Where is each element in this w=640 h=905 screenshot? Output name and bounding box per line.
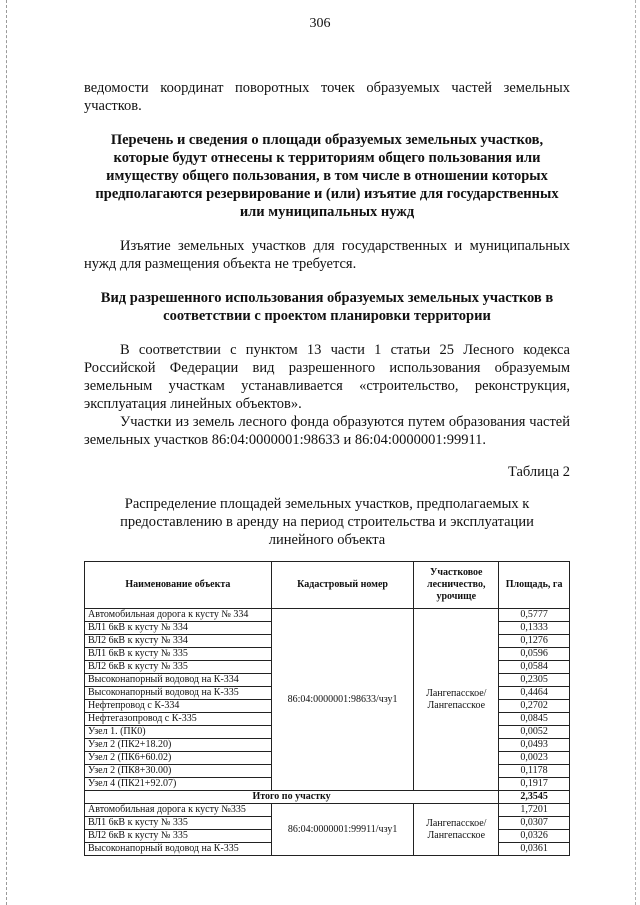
area-cell: 0,0307 <box>499 817 570 830</box>
area-cell: 0,1276 <box>499 635 570 648</box>
object-name-cell: Узел 1. (ПК0) <box>85 726 272 739</box>
object-name-cell: Нефтепровод с К-334 <box>85 700 272 713</box>
scan-edge-right <box>635 0 637 905</box>
heading-land-list: Перечень и сведения о площади образуемых земельных участков, которые будут отнесены к территориям общего пользования или имуществу общего пользования, в том числе в отношении которых предполагаются резервирование и (или) изъятие для государственных или муниципальных нужд <box>95 132 559 220</box>
total-row <box>85 791 570 804</box>
area-cell: 0,0052 <box>499 726 570 739</box>
forestry-cell: Лангепасское/ Лангепасское <box>414 609 499 791</box>
table-row <box>85 609 570 622</box>
area-cell: 0,0023 <box>499 752 570 765</box>
area-cell: 0,1333 <box>499 622 570 635</box>
heading-permitted-use: Вид разрешенного использования образуемых земельных участков в соответствии с проектом планировки территории <box>100 290 554 324</box>
object-name-cell: Узел 2 (ПК2+18.20) <box>85 739 272 752</box>
area-cell: 0,0326 <box>499 830 570 843</box>
document-body <box>84 79 570 856</box>
object-name-cell: Высоконапорный водовод на К-334 <box>85 674 272 687</box>
table-header-row <box>85 562 570 609</box>
cadastral-number-cell: 86:04:0000001:98633/чзу1 <box>271 609 414 791</box>
total-label: Итого по участку <box>85 791 499 804</box>
object-name-cell: Узел 2 (ПК6+60.02) <box>85 752 272 765</box>
object-name-cell: Автомобильная дорога к кусту №335 <box>85 804 272 817</box>
area-cell: 0,0361 <box>499 843 570 856</box>
intro-paragraph: ведомости координат поворотных точек образуемых частей земельных участков. <box>84 80 570 114</box>
object-name-cell: Узел 2 (ПК8+30.00) <box>85 765 272 778</box>
area-cell: 0,5777 <box>499 609 570 622</box>
header-forestry: Участковое лесничество, урочище <box>414 562 499 609</box>
page-number: 306 <box>309 16 331 31</box>
area-cell: 0,2305 <box>499 674 570 687</box>
paragraph-forest-code: В соответствии с пунктом 13 части 1 статьи 25 Лесного кодекса Российской Федерации вид разрешенного использования образуемым земельным участкам устанавливается «строительство, реконструкция, эксплуатация линейных объектов». <box>84 342 570 412</box>
area-cell: 0,2702 <box>499 700 570 713</box>
object-name-cell: Высоконапорный водовод на К-335 <box>85 687 272 700</box>
table-total <box>85 791 570 804</box>
area-cell: 0,1178 <box>499 765 570 778</box>
area-cell: 1,7201 <box>499 804 570 817</box>
object-name-cell: Нефтегазопровод с К-335 <box>85 713 272 726</box>
header-object-name: Наименование объекта <box>85 562 272 609</box>
table-body-group1 <box>85 609 570 791</box>
object-name-cell: ВЛ1 6кВ к кусту № 335 <box>85 648 272 661</box>
object-name-cell: Узел 4 (ПК21+92.07) <box>85 778 272 791</box>
header-area: Площадь, га <box>499 562 570 609</box>
object-name-cell: Высоконапорный водовод на К-335 <box>85 843 272 856</box>
forestry-cell: Лангепасское/ Лангепасское <box>414 804 499 856</box>
area-cell: 0,0584 <box>499 661 570 674</box>
object-name-cell: ВЛ1 6кВ к кусту № 335 <box>85 817 272 830</box>
area-cell: 0,1917 <box>499 778 570 791</box>
area-cell: 0,0596 <box>499 648 570 661</box>
total-area: 2,3545 <box>499 791 570 804</box>
area-cell: 0,4464 <box>499 687 570 700</box>
object-name-cell: ВЛ1 6кВ к кусту № 334 <box>85 622 272 635</box>
land-area-table <box>84 561 570 856</box>
object-name-cell: ВЛ2 6кВ к кусту № 334 <box>85 635 272 648</box>
object-name-cell: Автомобильная дорога к кусту № 334 <box>85 609 272 622</box>
header-cadastral-number: Кадастровый номер <box>271 562 414 609</box>
table-title: Распределение площадей земельных участков, предполагаемых к предоставлению в аренду на период строительства и эксплуатации линейного объекта <box>120 496 534 548</box>
paragraph-seizure: Изъятие земельных участков для государственных и муниципальных нужд для размещения объекта не требуется. <box>84 238 570 272</box>
object-name-cell: ВЛ2 6кВ к кусту № 335 <box>85 661 272 674</box>
cadastral-number-cell: 86:04:0000001:99911/чзу1 <box>271 804 414 856</box>
table-row <box>85 804 570 817</box>
paragraph-forest-fund: Участки из земель лесного фонда образуются путем образования частей земельных участков 86:04:0000001:98633 и 86:04:0000001:99911. <box>84 414 570 448</box>
table-body-group2 <box>85 804 570 856</box>
object-name-cell: ВЛ2 6кВ к кусту № 335 <box>85 830 272 843</box>
area-cell: 0,0493 <box>499 739 570 752</box>
scan-edge-left <box>6 0 8 905</box>
table-label: Таблица 2 <box>507 464 570 480</box>
area-cell: 0,0845 <box>499 713 570 726</box>
